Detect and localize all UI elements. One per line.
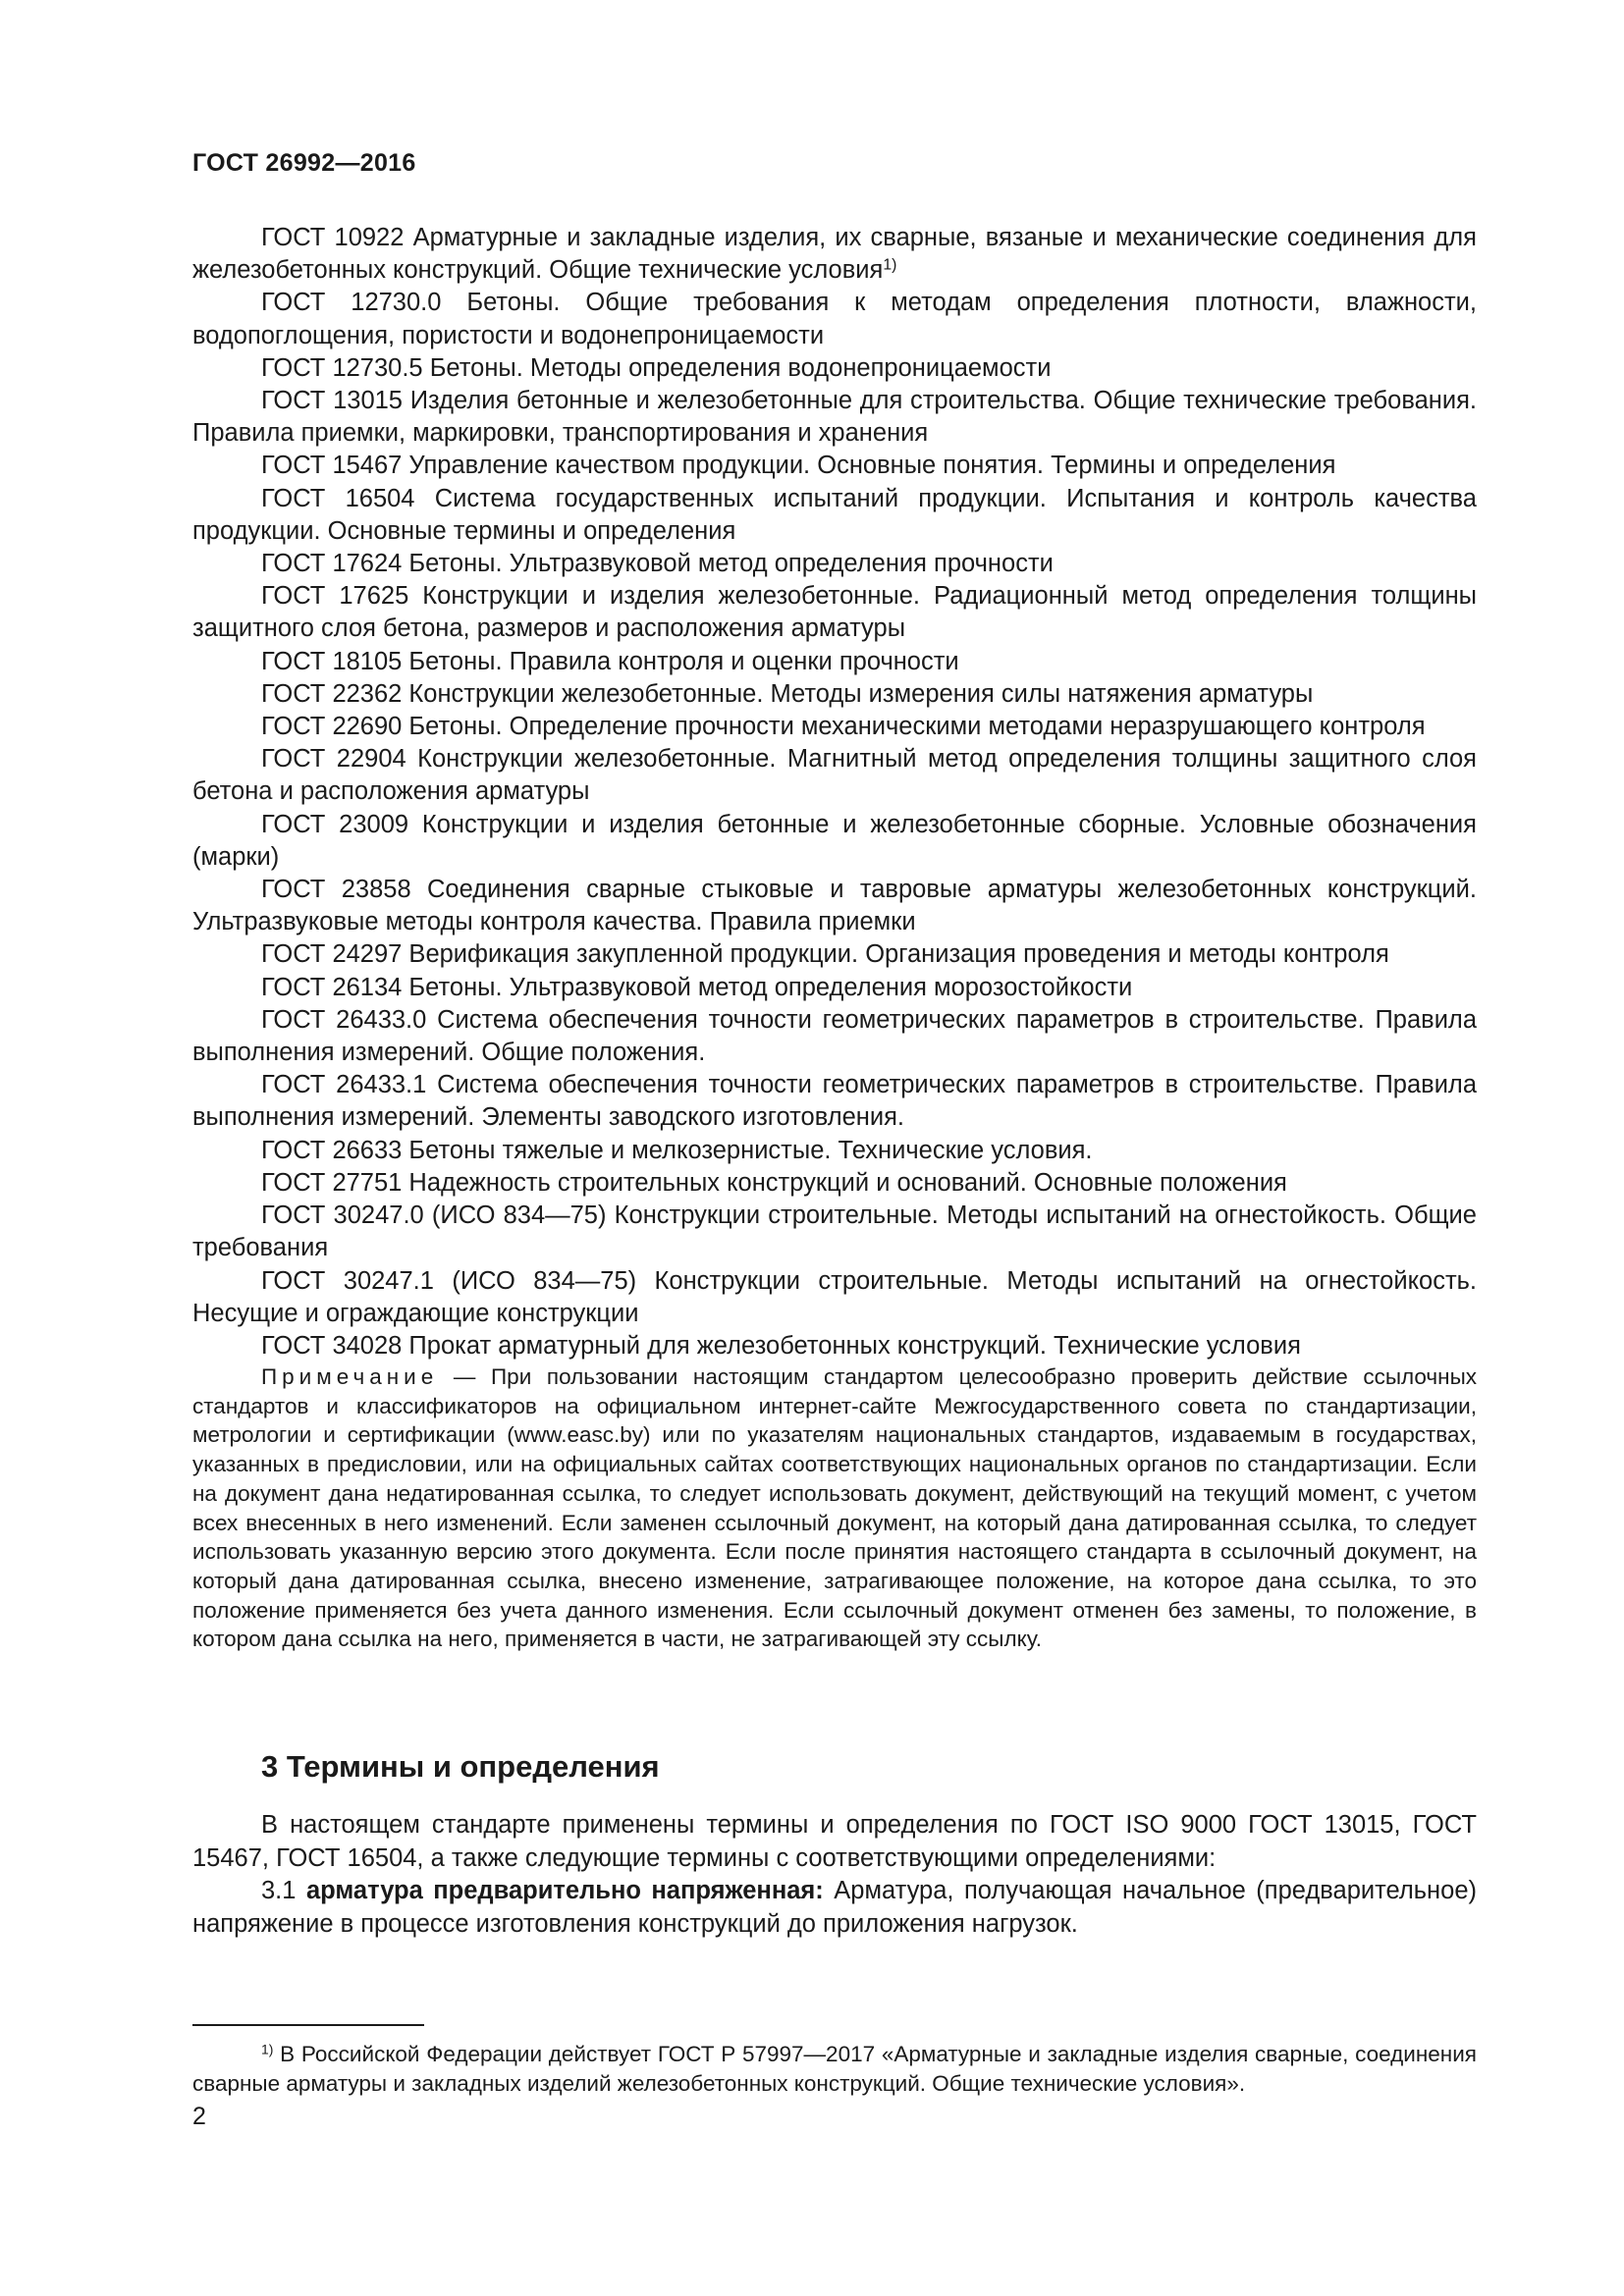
section-body xyxy=(192,1809,1477,1941)
reference-item xyxy=(192,711,1477,743)
note-label: Примечание xyxy=(261,1364,439,1389)
reference-text: ГОСТ 22904 Конструкции железобетонные. Магнитный метод определения толщины защитного слоя бетона и расположения арматуры xyxy=(192,745,1477,806)
reference-item xyxy=(192,287,1477,351)
section-heading: 3 Термины и определения xyxy=(261,1749,660,1784)
reference-item xyxy=(192,450,1477,482)
reference-text: ГОСТ 15467 Управление качеством продукции. Основные понятия. Термины и определения xyxy=(261,452,1336,480)
reference-text: ГОСТ 26633 Бетоны тяжелые и мелкозернистые. Технические условия. xyxy=(261,1136,1093,1164)
page-number: 2 xyxy=(192,2103,206,2130)
reference-text: ГОСТ 34028 Прокат арматурный для железобетонных конструкций. Технические условия xyxy=(261,1331,1301,1360)
term-definition-text: Арматура, получающая начальное (предварительное) напряжение в процессе изготовления конструкций до приложения нагрузок. xyxy=(192,1877,1477,1938)
reference-item xyxy=(192,222,1477,287)
reference-text: ГОСТ 24297 Верификация закупленной продукции. Организация проведения и методы контроля xyxy=(261,940,1389,969)
reference-item xyxy=(192,548,1477,580)
footnote-marker: 1) xyxy=(883,256,897,274)
reference-item xyxy=(192,385,1477,450)
footnote-separator xyxy=(192,2024,424,2026)
reference-text: ГОСТ 26134 Бетоны. Ультразвуковой метод определения морозостойкости xyxy=(261,973,1133,1001)
reference-text: ГОСТ 22362 Конструкции железобетонные. Методы измерения силы натяжения арматуры xyxy=(261,679,1314,708)
reference-text: ГОСТ 17624 Бетоны. Ультразвуковой метод определения прочности xyxy=(261,550,1054,578)
reference-text: ГОСТ 26433.0 Система обеспечения точности геометрических параметров в строительстве. Правила выполнения измерений. Общие положения. xyxy=(192,1005,1477,1067)
term-number: 3.1 xyxy=(261,1877,306,1904)
reference-item xyxy=(192,1200,1477,1264)
reference-item xyxy=(192,580,1477,645)
reference-item xyxy=(192,743,1477,808)
references-note xyxy=(192,1362,1477,1654)
reference-item xyxy=(192,809,1477,874)
reference-item xyxy=(192,972,1477,1004)
footnote-text: В Российской Федерации действует ГОСТ Р 57997—2017 «Арматурные и закладные изделия сварные, соединения сварные арматуры и закладных изделий железобетонных конструкций. Общие технические условия». xyxy=(192,2042,1477,2096)
reference-item xyxy=(192,352,1477,385)
reference-text: ГОСТ 17625 Конструкции и изделия железобетонные. Радиационный метод определения толщины защитного слоя бетона, размеров и расположения арматуры xyxy=(192,582,1477,643)
note-text: — При пользовании настоящим стандартом целесообразно проверить действие ссылочных стандартов и классификаторов на официальном интернет-сайте Межгосударственного совета по стандартизации, метрологии и сертификации (www.easc.by) или по указателям национальных стандартов, издаваемым в государствах, указанных в предисловии, или на официальных сайтах соответствующих национальных органов по стандартизации. Если на документ дана недатированная ссылка, то следует использовать документ, действующий на текущий момент, с учетом всех внесенных в него изменений. Если заменен ссылочный документ, на который дана датированная ссылка, то следует использовать указанную версию этого документа. Если после принятия настоящего стандарта в ссылочный документ, на который дана датированная ссылка, внесено изменение, затрагивающее положение, на которое дана ссылка, то это положение применяется без учета данного изменения. Если ссылочный документ отменен без замены, то положение, в котором дана ссылка на него, применяется в части, не затрагивающей эту ссылку. xyxy=(192,1364,1477,1652)
reference-item xyxy=(192,1265,1477,1330)
reference-text: ГОСТ 12730.0 Бетоны. Общие требования к методам определения плотности, влажности, водопоглощения, пористости и водонепроницаемости xyxy=(192,289,1477,349)
term-label: арматура предварительно напряженная: xyxy=(305,1877,824,1904)
reference-item xyxy=(192,1004,1477,1069)
reference-text: ГОСТ 22690 Бетоны. Определение прочности механическими методами неразрушающего контроля xyxy=(261,713,1426,741)
reference-item xyxy=(192,938,1477,971)
reference-text: ГОСТ 26433.1 Система обеспечения точности геометрических параметров в строительстве. Правила выполнения измерений. Элементы заводского изготовления. xyxy=(192,1071,1477,1132)
reference-item xyxy=(192,646,1477,678)
reference-text: ГОСТ 13015 Изделия бетонные и железобетонные для строительства. Общие технические требования. Правила приемки, маркировки, транспортирования и хранения xyxy=(192,387,1477,448)
reference-item xyxy=(192,1069,1477,1134)
reference-text: ГОСТ 18105 Бетоны. Правила контроля и оценки прочности xyxy=(261,647,959,675)
footnote xyxy=(192,2040,1477,2098)
reference-item xyxy=(192,1167,1477,1200)
reference-text: ГОСТ 23858 Соединения сварные стыковые и тавровые арматуры железобетонных конструкций. Ультразвуковые методы контроля качества. Правила приемки xyxy=(192,876,1477,936)
normative-references-list xyxy=(192,222,1477,1362)
reference-text: ГОСТ 16504 Система государственных испытаний продукции. Испытания и контроль качества продукции. Основные термины и определения xyxy=(192,484,1477,545)
term-definition xyxy=(192,1875,1477,1941)
reference-text: ГОСТ 30247.1 (ИСО 834—75) Конструкции строительные. Методы испытаний на огнестойкость. Несущие и ограждающие конструкции xyxy=(192,1266,1477,1327)
reference-item xyxy=(192,483,1477,548)
footnote-marker: 1) xyxy=(261,2041,274,2057)
reference-text: ГОСТ 12730.5 Бетоны. Методы определения водонепроницаемости xyxy=(261,353,1052,382)
reference-item xyxy=(192,874,1477,938)
reference-text: ГОСТ 23009 Конструкции и изделия бетонные и железобетонные сборные. Условные обозначения (марки) xyxy=(192,810,1477,871)
document-header-title: ГОСТ 26992—2016 xyxy=(192,149,416,177)
reference-item xyxy=(192,1330,1477,1362)
reference-item xyxy=(192,678,1477,711)
section-intro: В настоящем стандарте применены термины и определения по ГОСТ ISO 9000 ГОСТ 13015, ГОСТ 15467, ГОСТ 16504, а также следующие термины с соответствующими определениями: xyxy=(192,1811,1477,1872)
reference-item xyxy=(192,1135,1477,1167)
reference-text: ГОСТ 30247.0 (ИСО 834—75) Конструкции строительные. Методы испытаний на огнестойкость. Общие требования xyxy=(192,1201,1477,1262)
reference-text: ГОСТ 10922 Арматурные и закладные изделия, их сварные, вязаные и механические соединения для железобетонных конструкций. Общие технические условия xyxy=(192,224,1477,285)
reference-text: ГОСТ 27751 Надежность строительных конструкций и оснований. Основные положения xyxy=(261,1168,1287,1197)
